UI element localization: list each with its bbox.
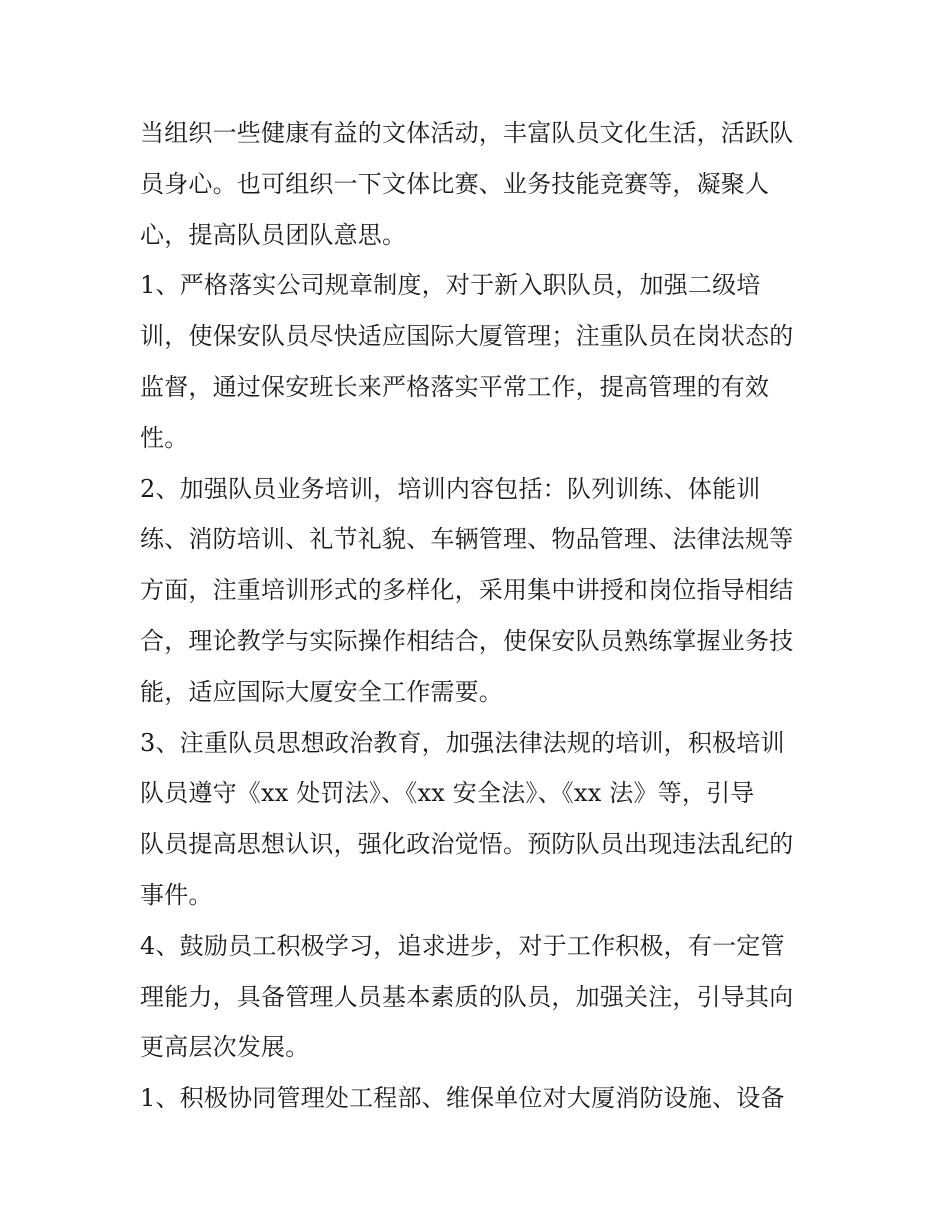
text-line: 理能力，具备管理人员基本素质的队员，加强关注，引导其向 [140,982,794,1011]
text-line: 1、严格落实公司规章制度，对于新入职队员，加强二级培 [140,271,761,300]
text-line: 能，适应国际大厦安全工作需要。 [140,677,503,706]
text-line: 队员遵守《xx 处罚法》、《xx 安全法》、《xx 法》等，引导 [140,779,755,808]
text-line: 练、消防培训、礼节礼貌、车辆管理、物品管理、法律法规等 [140,525,794,554]
text-line: 训，使保安队员尽快适应国际大厦管理；注重队员在岗状态的 [140,322,794,351]
text-line: 合，理论教学与实际操作相结合，使保安队员熟练掌握业务技 [140,626,794,655]
text-line: 3、注重队员思想政治教育，加强法律法规的培训，积极培训 [140,728,785,757]
text-line: 事件。 [140,880,213,909]
text-line: 监督，通过保安班长来严格落实平常工作，提高管理的有效 [140,372,770,401]
text-line: 1、积极协同管理处工程部、维保单位对大厦消防设施、设备 [140,1084,785,1113]
text-line: 队员提高思想认识，强化政治觉悟。预防队员出现违法乱纪的 [140,830,794,859]
text-line: 更高层次发展。 [140,1033,310,1062]
body-text [140,108,820,1124]
text-line: 员身心。也可组织一下文体比赛、业务技能竞赛等，凝聚人 [140,169,770,198]
text-line: 4、鼓励员工积极学习，追求进步，对于工作积极，有一定管 [140,931,785,960]
text-line: 当组织一些健康有益的文体活动，丰富队员文化生活，活跃队 [140,119,794,147]
text-line: 性。 [140,423,189,452]
text-line: 心，提高队员团队意思。 [140,220,407,249]
text-line: 方面，注重培训形式的多样化，采用集中讲授和岗位指导相结 [140,576,794,605]
text-line: 2、加强队员业务培训，培训内容包括：队列训练、体能训 [140,474,761,503]
